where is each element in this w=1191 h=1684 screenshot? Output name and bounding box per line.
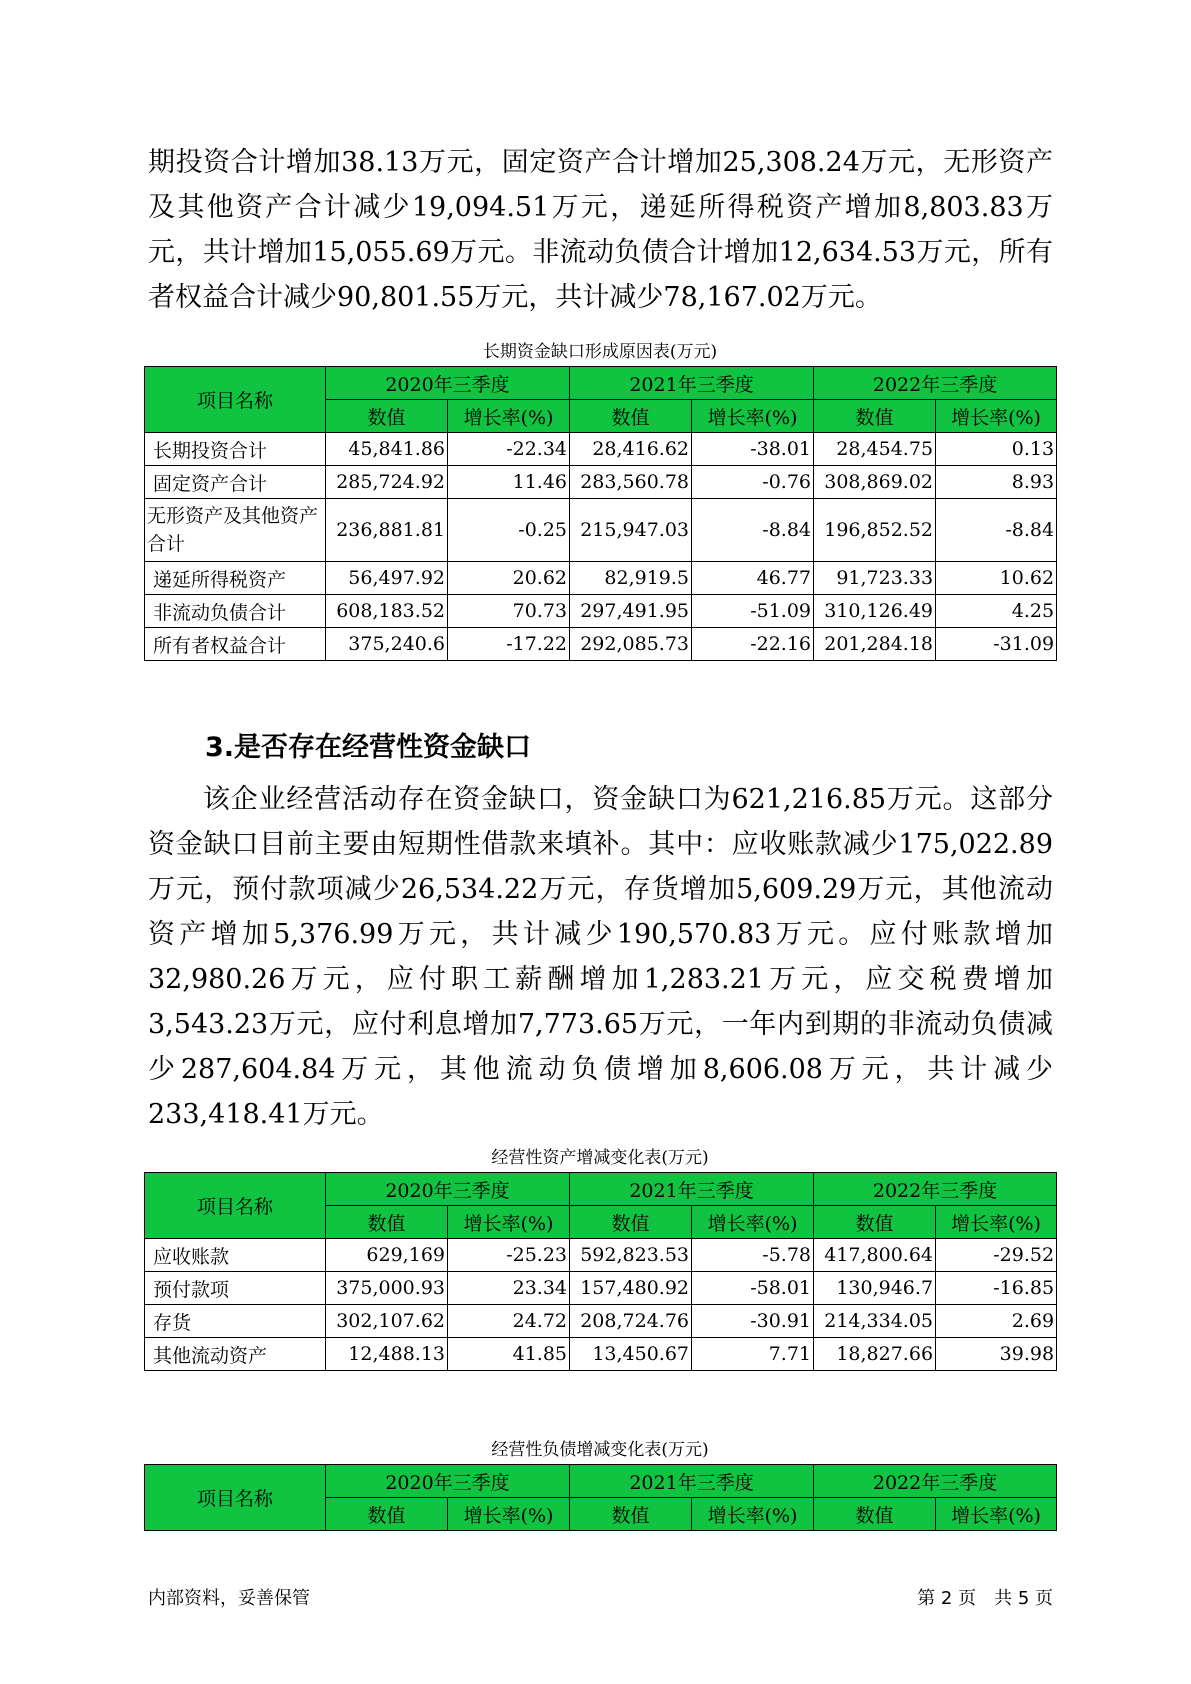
cell-value: 292,085.73: [570, 628, 692, 661]
cell-growth-rate: 8.93: [936, 466, 1057, 499]
cell-item-name: 应收账款: [145, 1239, 326, 1272]
cell-growth-rate: -29.52: [936, 1239, 1057, 1272]
column-header-rate: 增长率(%): [692, 1498, 814, 1531]
cell-growth-rate: 0.13: [936, 433, 1057, 466]
column-header-value: 数值: [814, 400, 936, 433]
table-row: [145, 1305, 1057, 1338]
column-header-year: 2022年三季度: [814, 1173, 1057, 1206]
cell-item-name: 无形资产及其他资产合计: [145, 499, 326, 562]
column-header-year: 2020年三季度: [326, 367, 570, 400]
cell-value: 308,869.02: [814, 466, 936, 499]
table-row: [145, 562, 1057, 595]
footer-confidential-note: 内部资料，妥善保管: [148, 1588, 310, 1609]
column-header-year: 2022年三季度: [814, 367, 1057, 400]
table-header-row: [145, 1465, 1057, 1498]
column-header-value: 数值: [570, 1498, 692, 1531]
paragraph-operating-gap: [148, 777, 1053, 1137]
table-row: [145, 1272, 1057, 1305]
column-header-rate: 增长率(%): [692, 1206, 814, 1239]
column-header-value: 数值: [326, 400, 448, 433]
cell-value: 196,852.52: [814, 499, 936, 562]
cell-growth-rate: 7.71: [692, 1338, 814, 1371]
cell-growth-rate: -25.23: [448, 1239, 570, 1272]
cell-growth-rate: -17.22: [448, 628, 570, 661]
cell-growth-rate: 2.69: [936, 1305, 1057, 1338]
cell-value: 283,560.78: [570, 466, 692, 499]
table-row: [145, 595, 1057, 628]
cell-growth-rate: 23.34: [448, 1272, 570, 1305]
cell-growth-rate: 70.73: [448, 595, 570, 628]
cell-growth-rate: -8.84: [936, 499, 1057, 562]
column-header-value: 数值: [570, 1206, 692, 1239]
cell-growth-rate: 46.77: [692, 562, 814, 595]
table3-caption: 经营性负债增减变化表(万元): [491, 1440, 709, 1460]
table-row: [145, 433, 1057, 466]
cell-value: 18,827.66: [814, 1338, 936, 1371]
cell-value: 130,946.7: [814, 1272, 936, 1305]
column-header-year: 2020年三季度: [326, 1465, 570, 1498]
table2-caption: 经营性资产增减变化表(万元): [491, 1148, 709, 1168]
column-header-year: 2022年三季度: [814, 1465, 1057, 1498]
cell-value: 208,724.76: [570, 1305, 692, 1338]
cell-value: 417,800.64: [814, 1239, 936, 1272]
cell-value: 45,841.86: [326, 433, 448, 466]
cell-growth-rate: -31.09: [936, 628, 1057, 661]
column-header-value: 数值: [326, 1498, 448, 1531]
footer-page-number: 第 2 页 共 5 页: [917, 1588, 1053, 1609]
cell-growth-rate: -58.01: [692, 1272, 814, 1305]
cell-growth-rate: 10.62: [936, 562, 1057, 595]
cell-value: 608,183.52: [326, 595, 448, 628]
cell-growth-rate: 41.85: [448, 1338, 570, 1371]
cell-item-name: 非流动负债合计: [145, 595, 326, 628]
cell-growth-rate: -8.84: [692, 499, 814, 562]
cell-growth-rate: 39.98: [936, 1338, 1057, 1371]
column-header-item-name: 项目名称: [145, 367, 326, 433]
cell-growth-rate: 11.46: [448, 466, 570, 499]
table-row: [145, 1239, 1057, 1272]
cell-growth-rate: 24.72: [448, 1305, 570, 1338]
cell-value: 12,488.13: [326, 1338, 448, 1371]
cell-value: 285,724.92: [326, 466, 448, 499]
long-term-gap-table: [144, 366, 1057, 661]
column-header-item-name: 项目名称: [145, 1465, 326, 1531]
column-header-rate: 增长率(%): [936, 400, 1057, 433]
column-header-year: 2020年三季度: [326, 1173, 570, 1206]
cell-value: 28,416.62: [570, 433, 692, 466]
cell-growth-rate: -16.85: [936, 1272, 1057, 1305]
paragraph-text: 该企业经营活动存在资金缺口，资金缺口为621,216.85万元。这部分资金缺口目前主要由短期性借款来填补。其中：应收账款减少175,022.89万元，预付款项减少26,534.22万元，存货增加5,609.29万元，其他流动资产增加5,376.99万元，共计减少190,570.83万元。应付账款增加32,980.26万元，应付职工薪酬增加1,283.21万元，应交税费增加3,543.23万元，应付利息增加7,773.65万元，一年内到期的非流动负债减少287,604.84万元，其他流动负债增加8,606.08万元，共计减少233,418.41万元。: [148, 784, 1053, 1130]
cell-value: 375,000.93: [326, 1272, 448, 1305]
cell-item-name: 固定资产合计: [145, 466, 326, 499]
column-header-rate: 增长率(%): [936, 1498, 1057, 1531]
cell-item-name: 其他流动资产: [145, 1338, 326, 1371]
column-header-value: 数值: [570, 400, 692, 433]
cell-growth-rate: -22.16: [692, 628, 814, 661]
table-row: [145, 628, 1057, 661]
table-row: [145, 1338, 1057, 1371]
cell-item-name: 所有者权益合计: [145, 628, 326, 661]
section-heading: 3.是否存在经营性资金缺口: [205, 732, 532, 763]
operating-assets-table: [144, 1172, 1057, 1371]
cell-value: 629,169: [326, 1239, 448, 1272]
column-header-item-name: 项目名称: [145, 1173, 326, 1239]
cell-value: 56,497.92: [326, 562, 448, 595]
cell-value: 302,107.62: [326, 1305, 448, 1338]
cell-growth-rate: -5.78: [692, 1239, 814, 1272]
column-header-value: 数值: [326, 1206, 448, 1239]
table-header-row: [145, 1173, 1057, 1206]
column-header-rate: 增长率(%): [448, 1498, 570, 1531]
column-header-rate: 增长率(%): [692, 400, 814, 433]
cell-value: 28,454.75: [814, 433, 936, 466]
paragraph-long-term-summary: 期投资合计增加38.13万元，固定资产合计增加25,308.24万元，无形资产及其他资产合计减少19,094.51万元，递延所得税资产增加8,803.83万元，共计增加15,055.69万元。非流动负债合计增加12,634.53万元，所有者权益合计减少90,801.55万元，共计减少78,167.02万元。: [148, 147, 1053, 313]
cell-growth-rate: 20.62: [448, 562, 570, 595]
table-row: [145, 466, 1057, 499]
cell-growth-rate: -0.76: [692, 466, 814, 499]
cell-value: 375,240.6: [326, 628, 448, 661]
cell-growth-rate: -38.01: [692, 433, 814, 466]
column-header-year: 2021年三季度: [570, 367, 814, 400]
column-header-value: 数值: [814, 1206, 936, 1239]
column-header-rate: 增长率(%): [448, 400, 570, 433]
cell-value: 215,947.03: [570, 499, 692, 562]
cell-growth-rate: -22.34: [448, 433, 570, 466]
cell-value: 236,881.81: [326, 499, 448, 562]
column-header-rate: 增长率(%): [448, 1206, 570, 1239]
cell-item-name: 长期投资合计: [145, 433, 326, 466]
cell-growth-rate: -51.09: [692, 595, 814, 628]
cell-value: 214,334.05: [814, 1305, 936, 1338]
column-header-value: 数值: [814, 1498, 936, 1531]
cell-item-name: 预付款项: [145, 1272, 326, 1305]
table-row: [145, 499, 1057, 562]
cell-value: 201,284.18: [814, 628, 936, 661]
cell-value: 297,491.95: [570, 595, 692, 628]
table-header-row: [145, 367, 1057, 400]
cell-item-name: 存货: [145, 1305, 326, 1338]
cell-value: 592,823.53: [570, 1239, 692, 1272]
column-header-year: 2021年三季度: [570, 1465, 814, 1498]
column-header-year: 2021年三季度: [570, 1173, 814, 1206]
table1-caption: 长期资金缺口形成原因表(万元): [482, 342, 718, 362]
cell-growth-rate: 4.25: [936, 595, 1057, 628]
cell-growth-rate: -30.91: [692, 1305, 814, 1338]
cell-value: 310,126.49: [814, 595, 936, 628]
cell-value: 157,480.92: [570, 1272, 692, 1305]
column-header-rate: 增长率(%): [936, 1206, 1057, 1239]
operating-liabilities-table: [144, 1464, 1057, 1531]
cell-growth-rate: -0.25: [448, 499, 570, 562]
cell-value: 82,919.5: [570, 562, 692, 595]
cell-item-name: 递延所得税资产: [145, 562, 326, 595]
cell-value: 13,450.67: [570, 1338, 692, 1371]
cell-value: 91,723.33: [814, 562, 936, 595]
